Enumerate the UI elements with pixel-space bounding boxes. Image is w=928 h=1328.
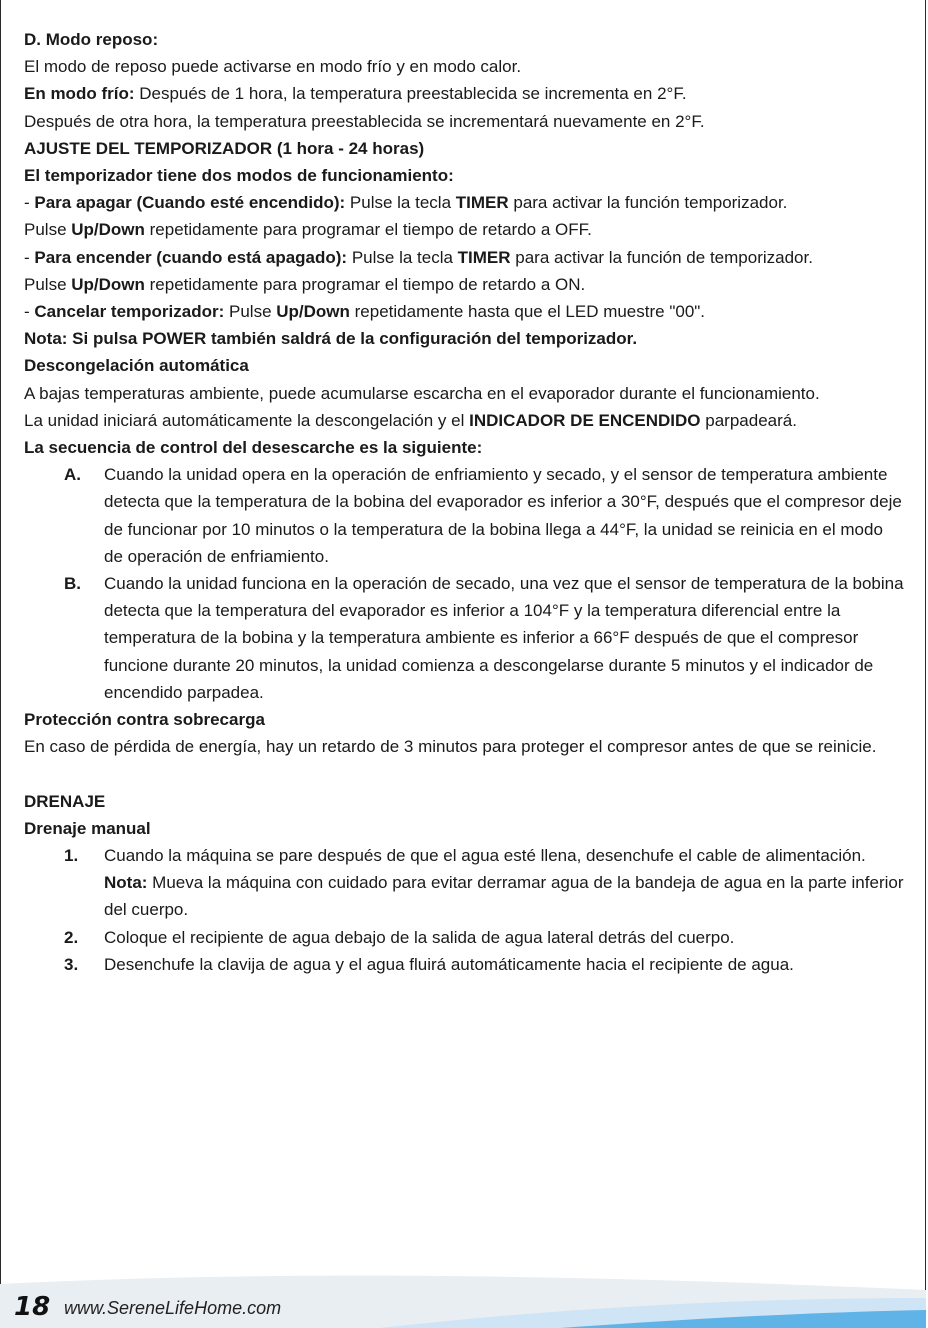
- list-item-text: Cuando la unidad funciona en la operación de secado, una vez que el sensor de temperatura de la bobina detecta que la temperatura del evaporador es inferior a 104°F y la temperatura diferencial entre la temperatura de la bobina y la temperatura ambiente es inferior a 66°F después de que el compresor funcione durante 20 minutos, la unidad comienza a descongelarse durante 5 minutos y el indicador de encendido parpadea.: [104, 574, 904, 702]
- temporizador-apagar-pulse: [24, 216, 904, 243]
- list-item-text: Desenchufe la clavija de agua y el agua fluirá automáticamente hacia el recipiente de agua.: [104, 954, 794, 974]
- modo-frio-label: En modo frío:: [24, 84, 135, 104]
- section-title-proteccion: Protección contra sobrecarga: [24, 710, 265, 730]
- encender-updown: Up/Down: [71, 274, 145, 294]
- dash: -: [24, 247, 35, 267]
- section-title-descongelacion: Descongelación automática: [24, 356, 249, 376]
- modo-frio-text: Después de 1 hora, la temperatura preestablecida se incrementa en 2°F.: [134, 84, 687, 104]
- section-title-temporizador: AJUSTE DEL TEMPORIZADOR (1 hora - 24 horas): [24, 138, 425, 158]
- list-item-text: Coloque el recipiente de agua debajo de la salida de agua lateral detrás del cuerpo.: [104, 927, 735, 947]
- apagar-key: TIMER: [455, 193, 509, 213]
- cancelar-updown: Up/Down: [276, 302, 350, 322]
- section-title-modo-reposo: D. Modo reposo:: [24, 30, 159, 49]
- apagar-label: Para apagar (Cuando esté encendido):: [34, 193, 346, 213]
- temporizador-nota: Nota: Si pulsa POWER también saldrá de la configuración del temporizador.: [24, 329, 638, 349]
- indicador-encendido: INDICADOR DE ENCENDIDO: [469, 410, 701, 430]
- list-item-body: [104, 842, 904, 924]
- descongelacion-text-2a: La unidad iniciará automáticamente la descongelación y el: [24, 410, 470, 430]
- apagar-text-2: para activar la función temporizador.: [508, 193, 788, 213]
- page-footer: [0, 1268, 926, 1328]
- sequence-title: La secuencia de control del desescarche es la siguiente:: [24, 438, 483, 458]
- list-item: [24, 461, 904, 570]
- pulse-word: Pulse: [24, 220, 72, 240]
- encender-label: Para encender (cuando está apagado):: [34, 247, 348, 267]
- dash: -: [24, 302, 35, 322]
- page-number: 18: [14, 1292, 51, 1322]
- note-text: Mueva la máquina con cuidado para evitar derramar agua de la bandeja de agua en la parte inferior del cuerpo.: [104, 873, 904, 920]
- temporizador-apagar: [24, 189, 904, 216]
- encender-text-2: para activar la función de temporizador.: [510, 247, 813, 267]
- cancelar-text-2: repetidamente hasta que el LED muestre "00".: [349, 302, 706, 322]
- list-marker: 1.: [64, 846, 79, 866]
- website-url: www.SereneLifeHome.com: [64, 1298, 282, 1318]
- descongelacion-text-2c: parpadeará.: [700, 410, 797, 430]
- list-item: [24, 951, 904, 978]
- descongelacion-text-1: A bajas temperaturas ambiente, puede acumularse escarcha en el evaporador durante el funcionamiento.: [24, 383, 820, 403]
- cancelar-label: Cancelar temporizador:: [34, 302, 225, 322]
- encender-text-1: Pulse la tecla: [347, 247, 458, 267]
- list-marker: 2.: [64, 927, 79, 947]
- list-item-text: Cuando la máquina se pare después de que el agua esté llena, desenchufe el cable de alimentación.: [104, 846, 866, 866]
- modo-frio-paragraph: [24, 80, 904, 107]
- modo-frio-text-2: Después de otra hora, la temperatura preestablecida se incrementará nuevamente en 2°F.: [24, 111, 705, 131]
- blank-line: [24, 760, 904, 787]
- modo-reposo-intro: El modo de reposo puede activarse en modo frío y en modo calor.: [24, 57, 522, 77]
- apagar-updown: Up/Down: [71, 220, 145, 240]
- list-item-text: Cuando la unidad opera en la operación de enfriamiento y secado, y el sensor de temperatura ambiente detecta que la temperatura de la bobina del evaporador es inferior a 30°F, después que el compresor deje de funcionar por 10 minutos o la temperatura de la bobina llega a 44°F, la unidad se reinicia en el modo de operación de enfriamiento.: [104, 465, 902, 566]
- cancelar-text-1: Pulse: [224, 302, 277, 322]
- pulse-word: Pulse: [24, 274, 72, 294]
- dash: -: [24, 193, 35, 213]
- list-item-note: [104, 869, 904, 923]
- section-title-drenaje: DRENAJE: [24, 791, 106, 811]
- document-body: [24, 26, 904, 978]
- list-item: [24, 842, 904, 924]
- apagar-text-1: Pulse la tecla: [345, 193, 456, 213]
- drenaje-subtitle: Drenaje manual: [24, 818, 151, 838]
- encender-pulse-text: repetidamente para programar el tiempo de retardo a ON.: [144, 274, 586, 294]
- temporizador-encender-pulse: [24, 271, 904, 298]
- note-label: Nota:: [104, 873, 148, 893]
- list-item: [24, 570, 904, 706]
- list-item: [24, 924, 904, 951]
- encender-key: TIMER: [457, 247, 511, 267]
- apagar-pulse-text: repetidamente para programar el tiempo de retardo a OFF.: [144, 220, 592, 240]
- temporizador-subtitle: El temporizador tiene dos modos de funcionamiento:: [24, 166, 454, 186]
- descongelacion-text-2: [24, 407, 904, 434]
- list-marker: A.: [64, 465, 81, 485]
- list-marker: B.: [64, 574, 81, 594]
- temporizador-cancelar: [24, 298, 904, 325]
- temporizador-encender: [24, 244, 904, 271]
- proteccion-text: En caso de pérdida de energía, hay un retardo de 3 minutos para proteger el compresor antes de que se reinicie.: [24, 737, 877, 757]
- list-marker: 3.: [64, 954, 79, 974]
